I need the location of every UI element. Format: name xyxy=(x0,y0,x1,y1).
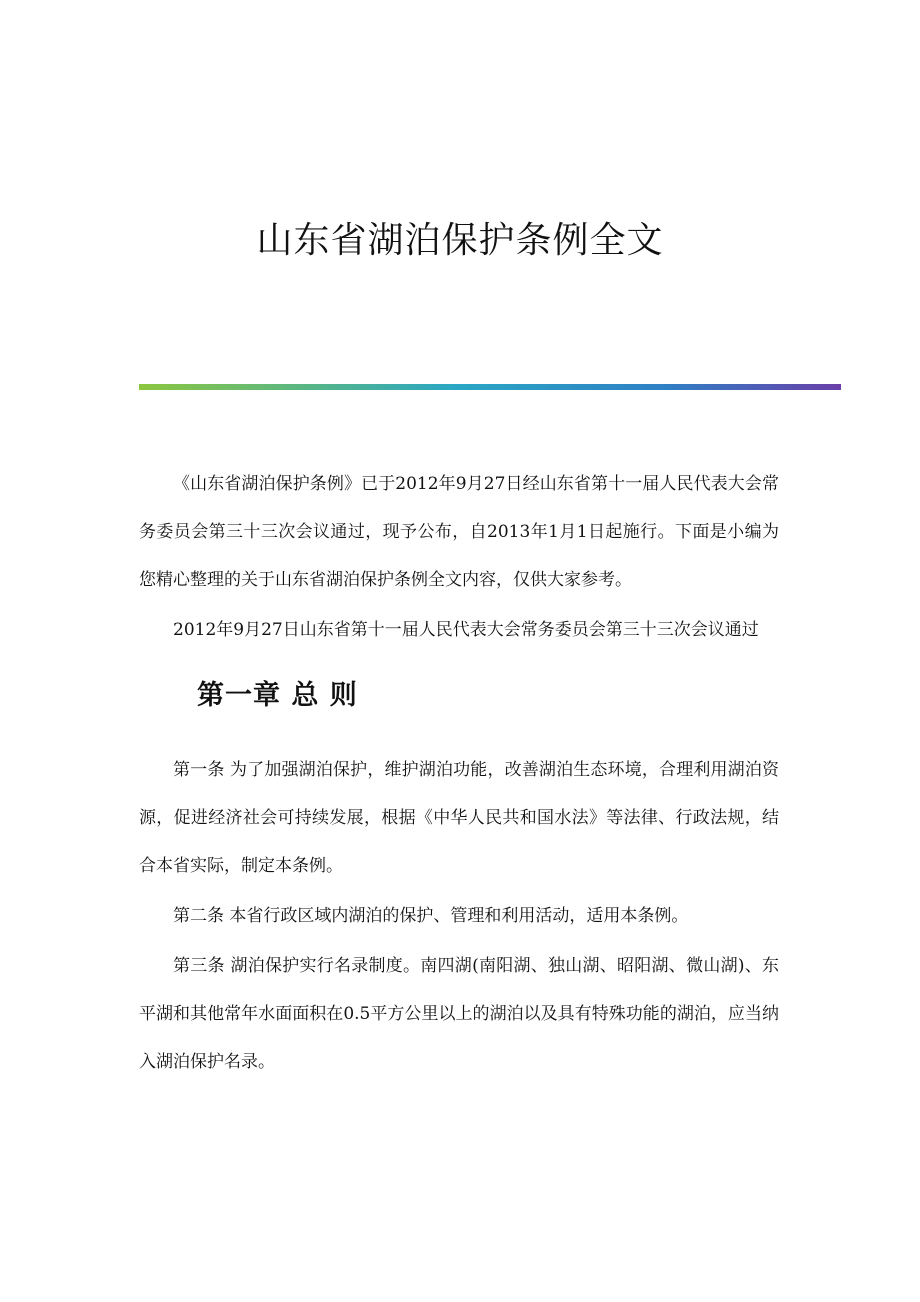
document-title: 山东省湖泊保护条例全文 xyxy=(256,220,664,261)
document-body xyxy=(139,460,779,1086)
article-2: 第二条 本省行政区域内湖泊的保护、管理和利用活动，适用本条例。 xyxy=(173,906,689,926)
article-1: 第一条 为了加强湖泊保护，维护湖泊功能，改善湖泊生态环境，合理利用湖泊资源，促进经济社会可持续发展，根据《中华人民共和国水法》等法律、行政法规，结合本省实际，制定本条例。 xyxy=(139,760,779,876)
chapter-heading: 第一章 总 则 xyxy=(197,680,358,711)
title-divider xyxy=(139,384,841,390)
article-3: 第三条 湖泊保护实行名录制度。南四湖(南阳湖、独山湖、昭阳湖、微山湖)、东平湖和其他常年水面面积在0.5平方公里以上的湖泊以及具有特殊功能的湖泊，应当纳入湖泊保护名录。 xyxy=(139,956,779,1072)
adoption-note: 2012年9月27日山东省第十一届人民代表大会常务委员会第三十三次会议通过 xyxy=(173,620,759,640)
intro-paragraph: 《山东省湖泊保护条例》已于2012年9月27日经山东省第十一届人民代表大会常务委员会第三十三次会议通过，现予公布，自2013年1月1日起施行。下面是小编为您精心整理的关于山东省湖泊保护条例全文内容，仅供大家参考。 xyxy=(139,474,779,590)
